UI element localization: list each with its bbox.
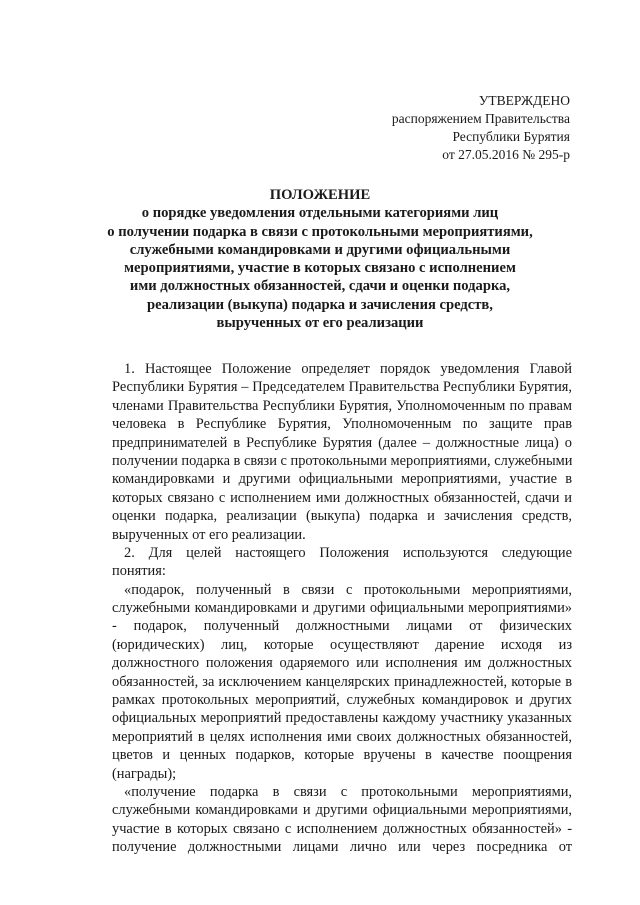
approval-heading: УТВЕРЖДЕНО xyxy=(478,93,570,108)
body-text-line: 1. Настоящее Положение определяет порядок уведомления Главой xyxy=(124,361,572,377)
body-text-line: мероприятий в целях исполнения ими своих должностных обязанностей, xyxy=(112,728,572,745)
body-text-line: служебными командировками и другими официальными мероприятиями» xyxy=(112,600,572,617)
body-text-line: членами Правительства Республики Бурятия, Уполномоченным по правам xyxy=(112,397,572,414)
body-text-line: обязанностей, за исключением канцелярских принадлежностей, которые в xyxy=(112,673,572,690)
body-text-line: получении подарка в связи с протокольными мероприятиями, служебными xyxy=(112,452,572,469)
body-text-line: «подарок, полученный в связи с протокольными мероприятиями, xyxy=(124,581,572,598)
body-text-line: «получение подарка в связи с протокольными мероприятиями, xyxy=(124,783,572,800)
body-text-line: рамках протокольных мероприятий, служебных командировок и других xyxy=(112,692,572,709)
body-text-line: служебными командировками и другими официальными мероприятиями, xyxy=(112,802,572,819)
title-heading: ПОЛОЖЕНИЕ xyxy=(269,187,371,203)
document-body xyxy=(112,360,572,857)
body-text-line: участие в которых связано с исполнением должностных обязанностей» - xyxy=(112,820,572,837)
body-text-line: (награды); xyxy=(112,765,177,782)
body-text-line: получение должностными лицами лично или через посредника от xyxy=(112,839,572,856)
approval-by: распоряжением Правительства xyxy=(391,111,570,126)
body-text-line: официальных мероприятий предоставлены каждому участнику указанных xyxy=(112,710,572,727)
body-text-line: человека в Республике Бурятия, Уполномоченным по защите прав xyxy=(112,416,572,433)
title-line: служебными командировками и другими официальными xyxy=(129,241,511,258)
body-text-line: понятия: xyxy=(112,563,166,580)
approval-government: Республики Бурятия xyxy=(452,129,570,144)
title-line: мероприятиями, участие в которых связано с исполнением xyxy=(124,260,516,277)
body-text-line: командировками и другими официальными мероприятиями, участие в xyxy=(112,471,572,488)
body-text-line: Республики Бурятия – Председателем Правительства Республики Бурятия, xyxy=(112,379,572,396)
body-text-line: которых связано с исполнением ими должностных обязанностей, сдачи и xyxy=(112,489,572,506)
approval-date-number: от 27.05.2016 № 295-р xyxy=(442,147,570,162)
body-text-line: 2. Для целей настоящего Положения используются следующие xyxy=(124,544,572,561)
body-text-line: цветов и ценных подарков, которые вручены в качестве поощрения xyxy=(112,747,572,764)
approval-stamp xyxy=(392,92,570,164)
title-line: реализации (выкупа) подарка и зачисления средств, xyxy=(147,296,493,313)
body-text-line: предпринимателей в Республике Бурятия (далее – должностные лица) о xyxy=(112,434,572,451)
body-text-line: вырученных от его реализации. xyxy=(112,526,306,543)
body-text-line: оценки подарка, реализации (выкупа) подарка и зачисления средств, xyxy=(112,508,572,525)
title-line: о получении подарка в связи с протокольными мероприятиями, xyxy=(107,223,533,240)
title-line: ими должностных обязанностей, сдачи и оценки подарка, xyxy=(129,278,511,295)
body-text-line: должностного положения одаряемого или исполнения им должностных xyxy=(112,655,572,672)
body-text-line: (юридических) лиц, которые осуществляют дарение исходя из xyxy=(112,636,572,653)
title-line: вырученных от его реализации xyxy=(216,315,424,332)
title-line: о порядке уведомления отдельными категориями лиц xyxy=(141,205,499,222)
body-text-line: - подарок, полученный должностными лицами от физических xyxy=(112,618,572,635)
document-title xyxy=(80,186,560,332)
